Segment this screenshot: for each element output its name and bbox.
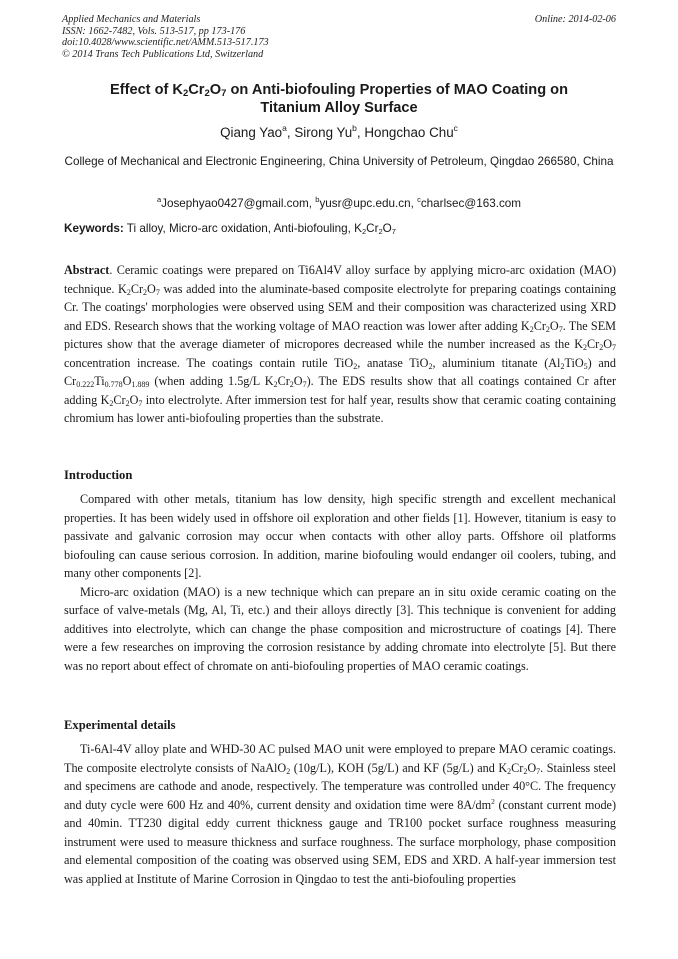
author: Qiang Yao$^a$, — [220, 123, 295, 140]
paragraph: Ti-6Al-4V alloy plate and WHD-30 AC pulsed MAO unit were employed to prepare MAO ceramic coatings. The composite electrolyte consists of NaAlO$_2$ (10g/L), KOH (5g/L) and KF (5g/L) and $K_2Cr_2O_7$. Stainless steel and specimens are cathode and anode, respectively. The temperature was controlled under 40°C. The frequency and duty cycle were 600 Hz and 40%, current density and oxidation time were $8A/dm^2$ (constant current mode) and 40min. TT230 digital eddy current thickness gauge and TR100 pocket surface roughness measuring instrument were used to measure thickness and surface roughness. The surface morphology, phase composition and elemental composition of the coating was observed using SEM, EDS and XRD. A half-year immersion test was applied at Institute of Marine Corrosion in Qingdao to test the anti-biofouling properties — [64, 742, 617, 886]
section-heading-experimental: Experimental details — [64, 718, 176, 732]
paragraph: Compared with other metals, titanium has low density, high specific strength and excellent mechanical properties. It has been widely used in offshore oil exploration and other fields [1]. However, titanium is easy to passivate and galvanic corrosion may occur when contacts with other alloy parts. Offshore oil platforms biofouling can cause serious corrosion. In addition, marine biofouling would endanger oil coolers, tubing, and many other components [2]. — [64, 492, 616, 580]
author-list — [62, 125, 616, 141]
email-link[interactable]: charlsec@163.com — [420, 197, 522, 210]
doi-line: doi:10.4028/www.scientific.net/AMM.513-517.173 — [62, 37, 269, 49]
section-heading-introduction: Introduction — [64, 468, 133, 482]
keywords: Keywords: Ti alloy, Micro-arc oxidation, Anti-biofouling, $K_2Cr_2O_7$ — [64, 222, 396, 236]
experimental-section — [64, 740, 616, 888]
email-link[interactable]: yusr@upc.edu.cn — [319, 197, 411, 210]
paragraph: Micro-arc oxidation (MAO) is a new technique which can prepare an in situ oxide ceramic coating on the surface of valve-metals (Mg, Al, Ti, etc.) and their alloys directly [3]. This technique is convenient for adding additives into electrolyte, which can change the phase composition and microstructure of coatings [4]. There were a few researches on improving the corrosion resistance by adding chromate into electrolyte [5]. But there was no report about effect of chromate on anti-biofouling properties of MAO ceramic coatings. — [64, 584, 616, 673]
introduction-section — [64, 490, 616, 675]
author: Sirong Yu$^b$, — [294, 123, 365, 140]
abstract-label: Abstract — [64, 263, 110, 277]
affiliation: College of Mechanical and Electronic Engineering, China University of Petroleum, Qingdao 266580, China — [64, 155, 614, 168]
paper-title: Effect of $K_2Cr_2O_7$ on Anti-biofouling Properties of MAO Coating on Titanium Alloy Surface — [110, 82, 568, 116]
paper-title-line2: Titanium Alloy Surface — [260, 99, 418, 116]
online-date: Online: 2014-02-06 — [534, 14, 616, 25]
running-header — [62, 14, 616, 60]
email-list: $^a$Josephyao0427@gmail.com, $^b$yusr@upc.edu.cn, $^c$charlsec@163.com — [156, 195, 522, 210]
issn-line: ISSN: 1662-7482, Vols. 513-517, pp 173-176 — [62, 25, 246, 37]
author: Hongchao Chu$^c$ — [364, 123, 458, 140]
keywords-label: Keywords: — [64, 222, 124, 235]
copyright-line: © 2014 Trans Tech Publications Ltd, Switzerland — [62, 48, 264, 60]
email-link[interactable]: Josephyao0427@gmail.com — [161, 197, 309, 210]
abstract-paragraph: Abstract. Ceramic coatings were prepared on Ti6Al4V alloy surface by applying micro-arc oxidation (MAO) technique. $K_2Cr_2O_7$ was added into the aluminate-based composite electrolyte for preparing coatings containing Cr. The coatings' morphologies were observed using SEM and their composition was characterized using XRD and EDS. Research shows that the working voltage of MAO reaction was lower after adding $K_2Cr_2O_7$. The SEM pictures show that the average diameter of micropores decreased while the number increased as the $K_2Cr_2O_7$ concentration increase. The coatings contain rutile TiO$_2$, anatase TiO$_2$, aluminium titanate $(Al_2TiO_5)$ and $Cr_{0.222}Ti_{0.778}O_{1.889}$ (when adding 1.5g/L $K_2Cr_2O_7$). The EDS results show that all coatings contained Cr after adding $K_2Cr_2O_7$ into electrolyte. After immersion test for half year, results show that ceramic coating containing chromium has lower anti-biofouling properties than the substrate. — [64, 263, 616, 425]
journal-name: Applied Mechanics and Materials — [62, 14, 201, 25]
